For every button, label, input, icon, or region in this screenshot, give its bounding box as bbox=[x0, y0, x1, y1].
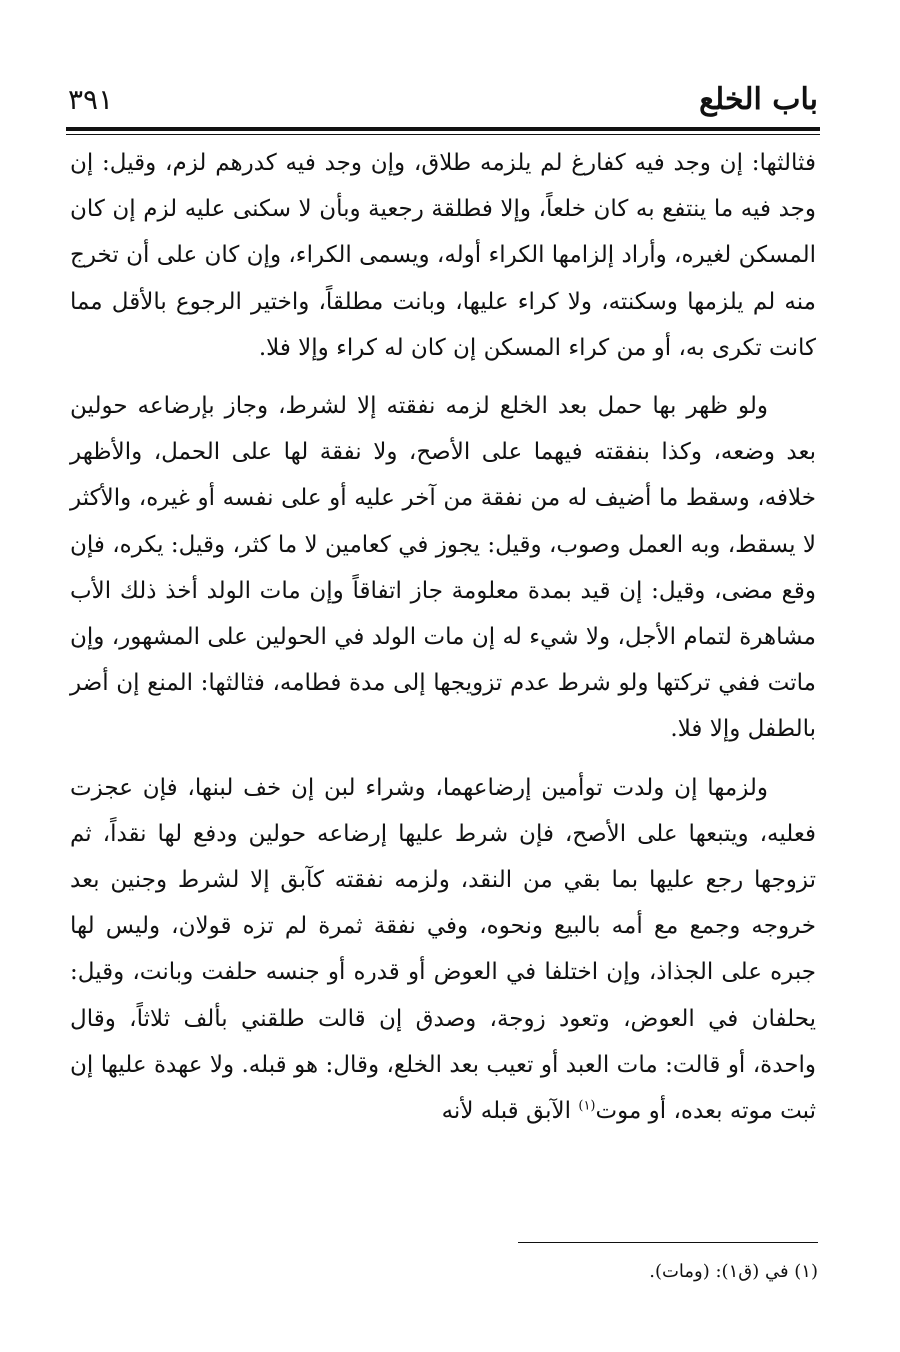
paragraph-1 bbox=[70, 140, 816, 371]
page-number: ٣٩١ bbox=[68, 83, 114, 116]
footnote-rule bbox=[518, 1242, 818, 1243]
footnote: (١) في (ق١): (ومات). bbox=[649, 1261, 818, 1282]
paragraph-3-tail: الآبق قبله لأنه bbox=[441, 1098, 572, 1125]
paragraph-2 bbox=[70, 383, 816, 753]
footnote-marker: (١) bbox=[578, 1098, 596, 1114]
paragraph-3-text: ولزمها إن ولدت توأمين إرضاعهما، وشراء لبن إن خف لبنها، فإن عجزت فعليه، ويتبعها على الأصح، فإن شرط عليها إرضاعه حولين ودفع لها نقداً، ثم تزوجها رجع عليها بما بقي من النقد، ولزمه نفقته كآبق إلا لشرط وجنين بعد خروجه وجمع مع أمه بالبيع ونحوه، وفي نفقة ثمرة لم تزه قولان، وليس لها جبره على الجذاذ، وإن اختلفا في العوض أو قدره أو جنسه حلفت وبانت، وقيل: يحلفان في العوض، وتعود زوجة، وصدق إن قالت طلقني بألف ثلاثاً، وقال واحدة، أو قالت: مات العبد أو تعيب بعد الخلع، وقال: هو قبله. ولا عهدة عليها إن ثبت موته بعده، أو موت bbox=[70, 774, 816, 1125]
running-title: باب الخلع bbox=[699, 82, 818, 117]
header-rule-thick bbox=[66, 127, 820, 131]
header-rule-thin bbox=[66, 134, 820, 135]
body-text bbox=[70, 140, 816, 1134]
paragraph-1-text: فثالثها: إن وجد فيه كفارغ لم يلزمه طلاق، وإن وجد فيه كدرهم لزم، وقيل: إن وجد فيه ما ينتفع به كان خلعاً، وإلا فطلقة رجعية وبأن لا سكنى عليه لزم إن كان المسكن لغيره، وأراد إلزامها الكراء أوله، ويسمى الكراء، وإن كان على أن تخرج منه لم يلزمها وسكنته، ولا كراء عليها، وبانت مطلقاً، واختير الرجوع بالأقل مما كانت تكرى به، أو من كراء المسكن إن كان له كراء وإلا فلا. bbox=[70, 150, 816, 361]
paragraph-3 bbox=[70, 765, 816, 1135]
page-header bbox=[68, 80, 818, 120]
paragraph-2-text: ولو ظهر بها حمل بعد الخلع لزمه نفقته إلا لشرط، وجاز بإرضاعه حولين بعد وضعه، وكذا بنفقته فيهما على الأصح، ولا نفقة لها على الحمل، والأظهر خلافه، وسقط ما أضيف له من نفقة من آخر عليه أو على نفسه أو غيره، والأكثر لا يسقط، وبه العمل وصوب، وقيل: يجوز في كعامين لا ما كثر، وقيل: يكره، فإن وقع مضى، وقيل: إن قيد بمدة معلومة جاز اتفاقاً وإن مات الولد أخذ ذلك الأب مشاهرة لتمام الأجل، ولا شيء له إن مات الولد في الحولين على المشهور، وإن ماتت ففي تركتها ولو شرط عدم تزويجها إلى مدة فطامه، فثالثها: المنع إن أضر بالطفل وإلا فلا. bbox=[70, 393, 816, 743]
